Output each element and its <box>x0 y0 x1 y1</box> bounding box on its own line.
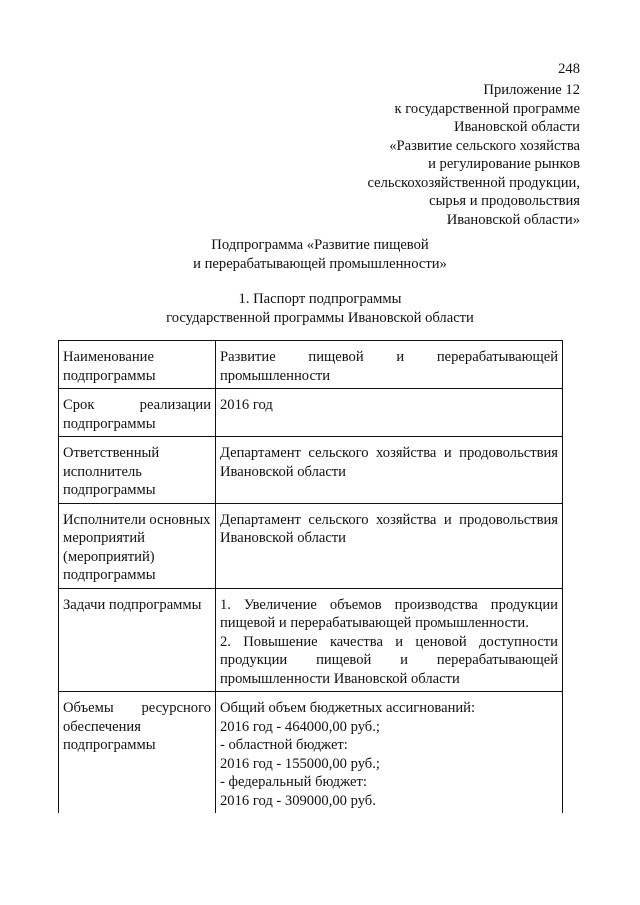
subprogram-title-line: и перерабатывающей промышленности» <box>193 255 447 272</box>
value-line: Департамент сельского хозяйства и продовольствия Ивановской области <box>220 445 558 480</box>
row-value <box>216 692 563 814</box>
row-value <box>216 389 563 437</box>
passport-title-line: государственной программы Ивановской области <box>166 309 474 326</box>
subprogram-title <box>0 236 640 273</box>
table-row <box>59 389 563 437</box>
row-value <box>216 503 563 588</box>
value-line: 1. Увеличение объемов производства продукции пищевой и перерабатывающей промышленности. <box>220 596 558 631</box>
passport-title-line: 1. Паспорт подпрограммы <box>238 291 402 307</box>
value-line: 2016 год - 309000,00 руб. <box>220 792 376 809</box>
row-label: Ответственный исполнитель подпрограммы <box>59 437 216 504</box>
table-row <box>59 341 563 389</box>
appendix-line: Ивановской области» <box>446 211 580 228</box>
value-line: - областной бюджет: <box>220 737 348 753</box>
row-label: Наименование подпрограммы <box>59 341 216 389</box>
value-line: Департамент сельского хозяйства и продовольствия Ивановской области <box>220 511 558 546</box>
appendix-line: «Развитие сельского хозяйства <box>389 137 580 154</box>
value-line: Общий объем бюджетных ассигнований: <box>220 700 476 716</box>
page-number: 248 <box>558 61 580 77</box>
row-label: Исполнители основных мероприятий (мероприятий) подпрограммы <box>59 503 216 588</box>
row-label: Задачи подпрограммы <box>59 588 216 692</box>
table-row <box>59 692 563 814</box>
subprogram-title-line: Подпрограмма «Развитие пищевой <box>211 237 429 253</box>
appendix-line: и регулирование рынков <box>428 156 580 172</box>
appendix-line: сельскохозяйственной продукции, <box>367 174 580 191</box>
value-line: - федеральный бюджет: <box>220 774 367 790</box>
value-line: 2. Повышение качества и ценовой доступности продукции пищевой и перерабатывающей промышленности Ивановской области <box>220 633 558 687</box>
passport-title <box>0 290 640 327</box>
table-row <box>59 437 563 504</box>
row-value <box>216 341 563 389</box>
row-value <box>216 588 563 692</box>
appendix-line: к государственной программе <box>394 100 580 117</box>
row-label: Срок реализации подпрограммы <box>59 389 216 437</box>
passport-table <box>58 340 563 813</box>
value-line: 2016 год <box>220 397 273 413</box>
value-line: 2016 год - 464000,00 руб.; <box>220 718 380 735</box>
appendix-line: сырья и продовольствия <box>429 193 580 209</box>
row-value <box>216 437 563 504</box>
table-row <box>59 588 563 692</box>
appendix-line: Приложение 12 <box>483 82 580 98</box>
table-row <box>59 503 563 588</box>
value-line: 2016 год - 155000,00 руб.; <box>220 755 380 772</box>
row-label: Объемы ресурсного обеспечения подпрограммы <box>59 692 216 814</box>
value-line: Развитие пищевой и перерабатывающей промышленности <box>220 349 558 384</box>
appendix-line: Ивановской области <box>454 119 580 135</box>
appendix-header <box>260 81 580 229</box>
